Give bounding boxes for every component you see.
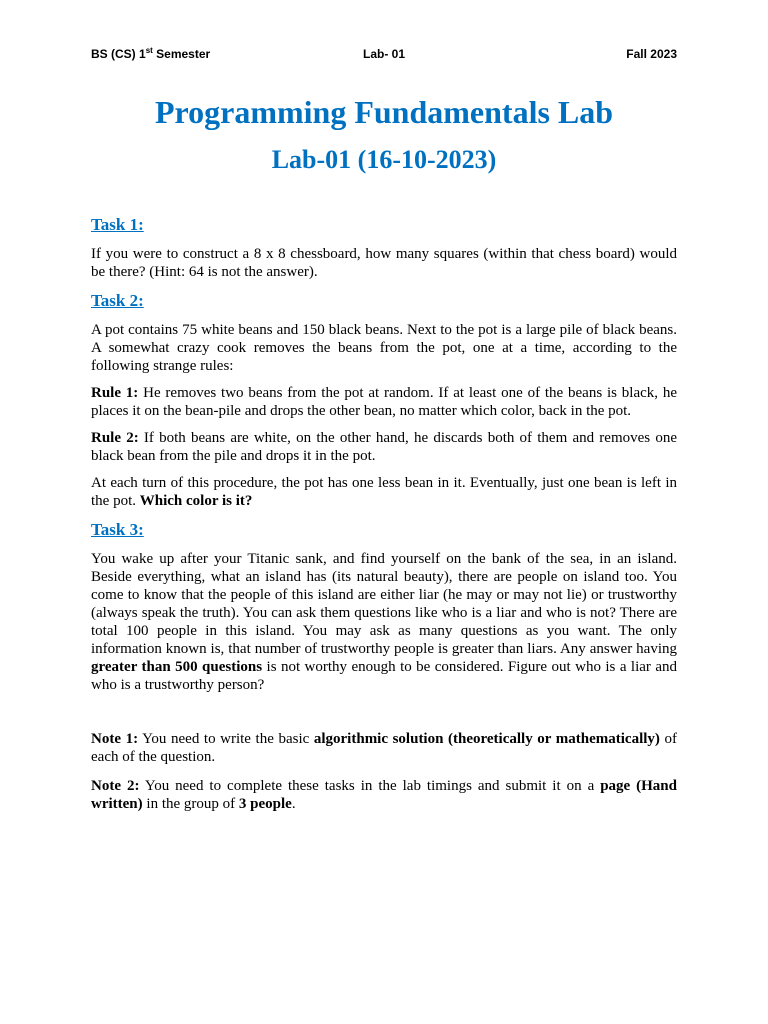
closing-text: At each turn of this procedure, the pot has one less bean in it. Eventually, just one bean is left in the pot.	[91, 475, 677, 509]
note-2: Note 2: You need to complete these tasks in the lab timings and submit it on a page (Hand written) in the group of 3 people.	[91, 778, 677, 812]
task-2-rule-1	[91, 384, 677, 420]
rule-2-text: If both beans are white, on the other hand, he discards both of them and removes one black bean from the pile and drops it in the pot.	[91, 430, 677, 464]
page-subtitle: Lab-01 (16-10-2023)	[271, 145, 497, 174]
task-2-rule-2	[91, 429, 677, 465]
task-3-text: You wake up after your Titanic sank, and find yourself on the bank of the sea, in an island. Beside everything, what an island has (its natural beauty), there are people on island too. You come to know that the people of this island are either liar (he may or may not lie) or trustworthy (always speak the truth). You can ask them questions like who is a liar and who is not? There are total 100 people in this island. You may ask as many questions as you want. The only information known is, that number of trustworthy people is greater than liars. Any answer having greater than 500 questions is not worthy enough to be considered. Figure out who is a liar and who is a trustworthy person?	[91, 551, 677, 693]
closing-question: Which color is it?	[139, 493, 253, 509]
page-title: Programming Fundamentals Lab	[154, 94, 614, 130]
note-2-bold: page (Hand written)	[91, 778, 677, 812]
rule-1-label: Rule 1:	[91, 385, 139, 401]
page-header	[91, 47, 677, 65]
note-1: Note 1: You need to write the basic algorithmic solution (theoretically or mathematically) of each of the question.	[91, 731, 677, 765]
header-lab: Lab- 01	[363, 47, 406, 61]
task-1-heading: Task 1:	[91, 215, 144, 234]
note-1-bold: algorithmic solution (theoretically or mathematically)	[313, 731, 660, 747]
note-1-label: Note 1:	[91, 731, 139, 747]
task-3-bold: greater than 500 questions	[91, 659, 263, 675]
rule-1-text: He removes two beans from the pot at random. If at least one of the beans is black, he places it on the bean-pile and drops the other bean, no matter which color, back in the pot.	[91, 385, 677, 419]
task-2-heading: Task 2:	[91, 291, 144, 310]
task-1-text: If you were to construct a 8 x 8 chessboard, how many squares (within that chess board) would be there? (Hint: 64 is not the answer).	[91, 246, 677, 280]
task-3-heading: Task 3:	[91, 520, 144, 539]
rule-2-label: Rule 2:	[91, 430, 139, 446]
note-2-label: Note 2:	[91, 778, 140, 794]
note-2-bold-2: 3 people	[238, 796, 292, 812]
task-2-intro: A pot contains 75 white beans and 150 black beans. Next to the pot is a large pile of black beans. A somewhat crazy cook removes the beans from the pot, one at a time, according to the following strange rules:	[91, 322, 677, 374]
header-program: BS (CS) 1st Semester	[91, 46, 211, 61]
task-2-closing	[91, 474, 677, 510]
content-body	[91, 214, 677, 813]
header-term: Fall 2023	[626, 47, 677, 61]
